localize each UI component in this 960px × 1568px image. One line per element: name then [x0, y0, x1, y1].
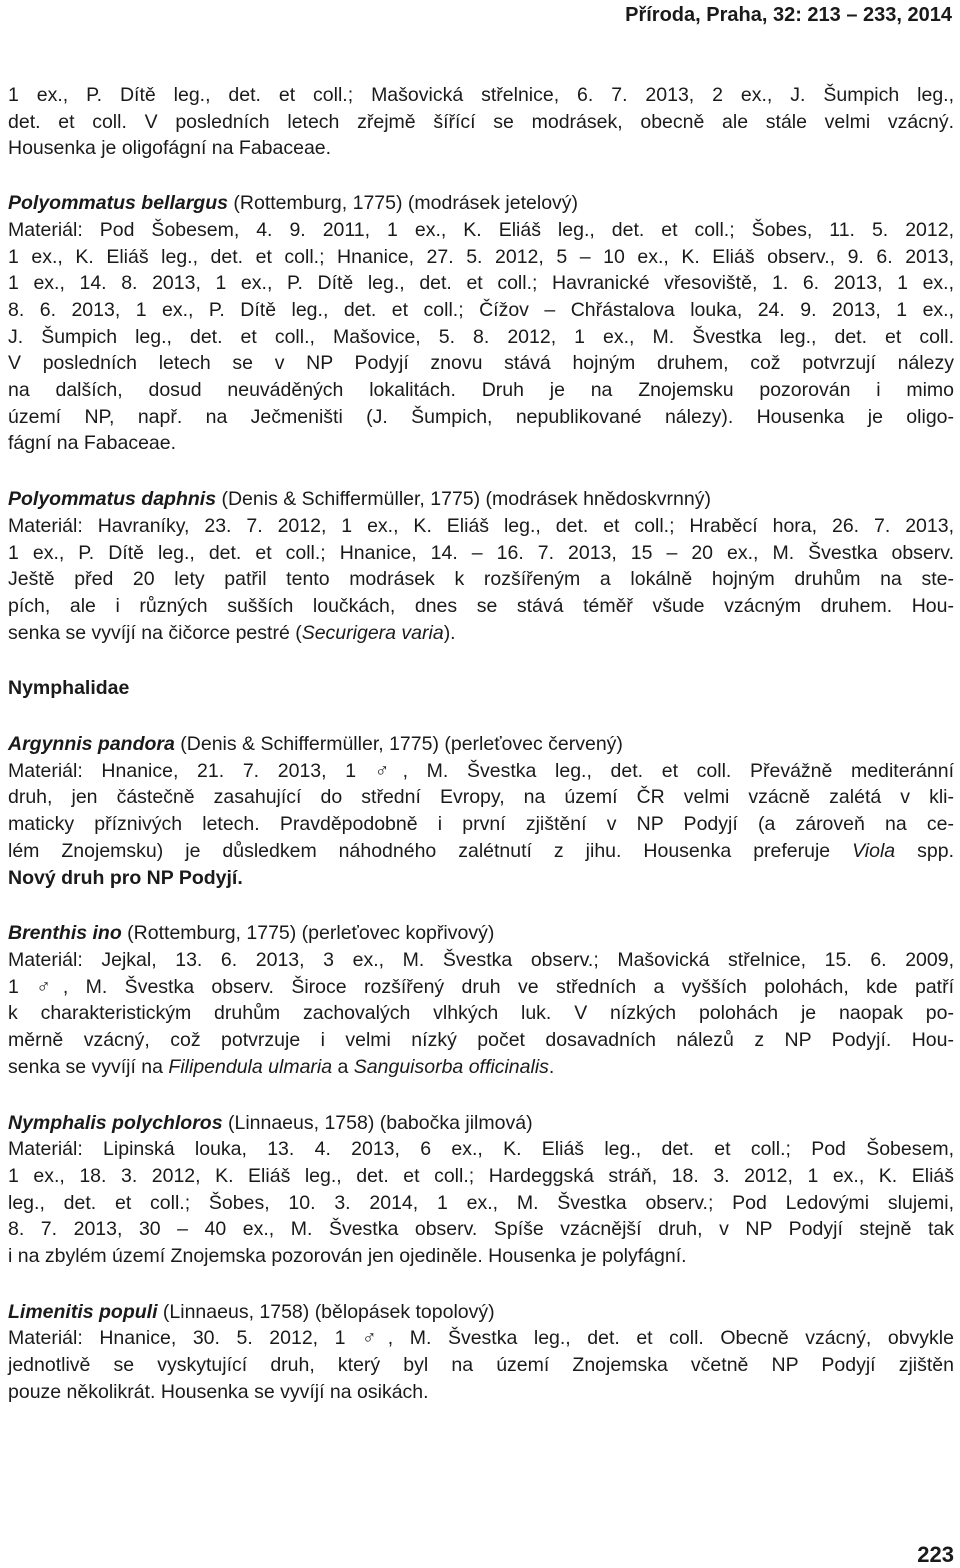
text-span: senka se vyvíjí na čičorce pestré ( — [8, 621, 302, 644]
text-line: Ještě před 20 lety patřil tento modrásek k rozšířeným a lokálně hojným druhům na ste- — [8, 568, 954, 591]
plant-name: Viola — [852, 839, 896, 862]
species-heading — [8, 731, 954, 758]
text-line: 1 ♂, M. Švestka observ. Široce rozšířený druh ve středních a vyšších polohách, kde patří — [8, 975, 954, 998]
text-span: lém Znojemsku) je důsledkem náhodného zalétnutí z jihu. Housenka preferuje — [8, 839, 853, 862]
plant-name: Filipendula ulmaria — [168, 1055, 333, 1078]
species-name: Limenitis populi — [8, 1300, 158, 1323]
text-line: det. et coll. V posledních letech zřejmě šířící se modrásek, obecně ale stále velmi vzácný. — [8, 110, 954, 133]
text-span: ). — [443, 621, 456, 644]
text-line: druh, jen částečně zasahující do střední Evropy, na území ČR velmi vzácně zalétá v kli- — [8, 786, 954, 809]
species-name: Nymphalis polychloros — [8, 1111, 223, 1134]
text-line: Materiál: Pod Šobesem, 4. 9. 2011, 1 ex., K. Eliáš leg., det. et coll.; Šobes, 11. 5. 2012, — [8, 218, 954, 241]
text-line: fágní na Fabaceae. — [8, 432, 177, 455]
species-author: (Linnaeus, 1758) (babočka jilmová) — [222, 1111, 533, 1134]
text-line — [8, 1054, 954, 1081]
text-line: 8. 7. 2013, 30 – 40 ex., M. Švestka observ. Spíše vzácnější druh, v NP Podyjí stejně tak — [8, 1218, 954, 1241]
text-line: pích, ale i různých sušších loučkách, dnes se stává téměř všude vzácným druhem. Hou- — [8, 594, 954, 617]
intro-paragraph — [8, 82, 954, 162]
text-line: jednotlivě se vyskytující druh, který byl na území Znojemska včetně NP Podyjí zjištěn — [8, 1354, 954, 1377]
species-author: (Rottemburg, 1775) (modrásek jetelový) — [227, 192, 579, 215]
text-line: Housenka je oligofágní na Fabaceae. — [8, 137, 332, 160]
species-author: (Denis & Schiffermüller, 1775) (modrásek hnědoskvrnný) — [216, 488, 711, 511]
text-line: Materiál: Hnanice, 30. 5. 2012, 1 ♂, M. Švestka leg., det. et coll. Obecně vzácný, obvykle — [8, 1327, 954, 1350]
species-heading — [8, 1299, 954, 1326]
text-line: Materiál: Lipinská louka, 13. 4. 2013, 6 ex., K. Eliáš leg., det. et coll.; Pod Šobesem, — [8, 1138, 954, 1161]
species-heading — [8, 920, 954, 947]
text-line — [8, 838, 954, 865]
text-line: Materiál: Havraníky, 23. 7. 2012, 1 ex., K. Eliáš leg., det. et coll.; Hraběcí hora, 26. 7. 2013, — [8, 514, 954, 537]
text-line: měrně vzácný, což potvrzuje i velmi nízký počet dosavadních nálezů z NP Podyjí. Hou- — [8, 1029, 954, 1052]
species-entry-daphnis — [8, 486, 954, 646]
text-line: území NP, např. na Ječmeništi (J. Šumpich, nepublikované nálezy). Housenka je oligo- — [8, 405, 954, 428]
species-entry-polychloros — [8, 1110, 954, 1270]
running-head: Příroda, Praha, 32: 213 – 233, 2014 — [625, 4, 952, 26]
species-name: Polyommatus daphnis — [8, 488, 217, 511]
plant-name: Sanguisorba officinalis — [353, 1055, 549, 1078]
note-text: Nový druh pro NP Podyjí. — [8, 866, 243, 889]
text-line: maticky příznivých letech. Pravděpodobně i první zjištění v NP Podyjí (a zároveň na ce- — [8, 813, 954, 836]
text-line: 1 ex., 18. 3. 2012, K. Eliáš leg., det. et coll.; Hardeggská stráň, 18. 3. 2012, 1 ex., K. Eliáš — [8, 1164, 954, 1187]
species-author: (Linnaeus, 1758) (bělopásek topolový) — [157, 1300, 495, 1323]
species-name: Argynnis pandora — [8, 733, 175, 756]
plant-name: Securigera varia — [301, 621, 444, 644]
species-heading — [8, 190, 954, 217]
text-line: i na zbylém území Znojemska pozorován jen ojediněle. Housenka je polyfágní. — [8, 1245, 687, 1268]
text-span: spp. — [895, 839, 954, 862]
text-span: . — [548, 1055, 555, 1078]
species-author: (Denis & Schiffermüller, 1775) (perleťovec červený) — [174, 733, 623, 756]
text-line: Materiál: Hnanice, 21. 7. 2013, 1 ♂, M. Švestka leg., det. et coll. Převážně mediteránní — [8, 759, 954, 782]
page-number: 223 — [917, 1542, 954, 1567]
text-line: na dalších, dosud neuváděných lokalitách. Druh je na Znojemsku pozorován i mimo — [8, 379, 954, 402]
text-span: a — [332, 1055, 354, 1078]
text-line: k charakteristickým druhům zachovalých vlhkých luk. V nízkých polohách je naopak po- — [8, 1002, 954, 1025]
species-entry-ino — [8, 920, 954, 1080]
species-author: (Rottemburg, 1775) (perleťovec kopřivový) — [121, 922, 495, 945]
new-species-note — [8, 865, 954, 892]
article-body — [8, 82, 954, 1406]
species-heading — [8, 486, 954, 513]
text-line: V posledních letech se v NP Podyjí znovu stává hojným druhem, což potvrzují nálezy — [8, 352, 954, 375]
species-heading — [8, 1110, 954, 1137]
text-line: pouze několikrát. Housenka se vyvíjí na osikách. — [8, 1380, 429, 1403]
species-entry-populi — [8, 1299, 954, 1406]
text-line: Materiál: Jejkal, 13. 6. 2013, 3 ex., M. Švestka observ.; Mašovická střelnice, 15. 6. 2009, — [8, 948, 954, 971]
species-entry-bellargus — [8, 190, 954, 457]
family-heading: Nymphalidae — [8, 677, 130, 700]
text-line: J. Šumpich leg., det. et coll., Mašovice, 5. 8. 2012, 1 ex., M. Švestka leg., det. et coll. — [8, 325, 954, 348]
text-line: 1 ex., K. Eliáš leg., det. et coll.; Hnanice, 27. 5. 2012, 5 – 10 ex., K. Eliáš observ., 9. 6. 2013, — [8, 245, 954, 268]
text-line: leg., det. et coll.; Šobes, 10. 3. 2014, 1 ex., M. Švestka observ.; Pod Ledovými slujemi, — [8, 1191, 954, 1214]
species-entry-pandora — [8, 731, 954, 891]
text-line: 1 ex., P. Dítě leg., det. et coll.; Mašovická střelnice, 6. 7. 2013, 2 ex., J. Šumpich leg., — [8, 84, 954, 106]
species-name: Brenthis ino — [8, 922, 122, 945]
species-name: Polyommatus bellargus — [8, 192, 228, 215]
text-line: 8. 6. 2013, 1 ex., P. Dítě leg., det. et coll.; Čížov – Chřástalova louka, 24. 9. 2013, 1 ex., — [8, 298, 954, 321]
text-line — [8, 620, 954, 647]
text-span: senka se vyvíjí na — [8, 1055, 169, 1078]
text-line: 1 ex., 14. 8. 2013, 1 ex., P. Dítě leg., det. et coll.; Havranické vřesoviště, 1. 6. 2013, 1 ex., — [8, 272, 954, 295]
text-line: 1 ex., P. Dítě leg., det. et coll.; Hnanice, 14. – 16. 7. 2013, 15 – 20 ex., M. Švestka observ. — [8, 541, 954, 564]
